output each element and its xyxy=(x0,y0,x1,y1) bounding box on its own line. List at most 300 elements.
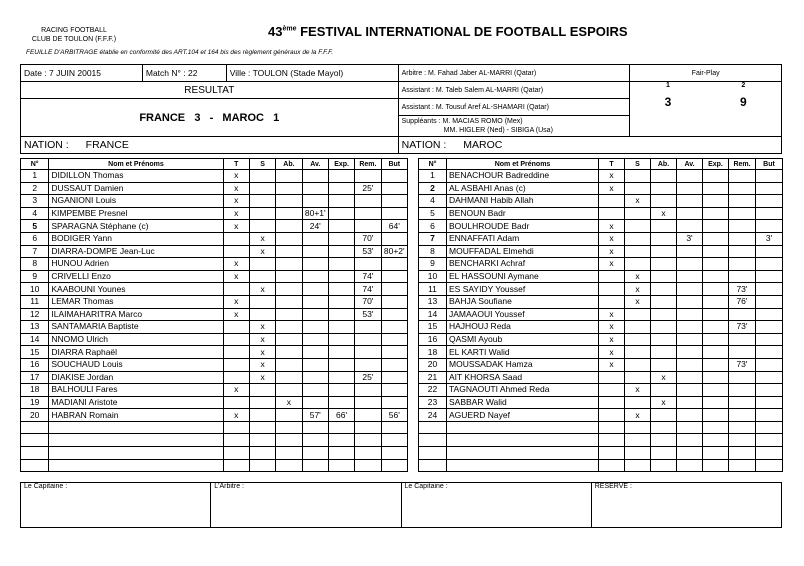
table-row xyxy=(419,321,783,334)
player-number: 19 xyxy=(21,396,49,409)
goal-minute xyxy=(381,333,407,346)
replaced-minute xyxy=(729,371,756,384)
table-row xyxy=(21,333,408,346)
substitute-mark: x xyxy=(249,232,275,245)
starter-mark xyxy=(599,207,625,220)
starter-mark xyxy=(223,245,249,258)
captain-left-signature: Le Capitaine : xyxy=(21,483,211,528)
organizer-block xyxy=(22,26,126,44)
substitute-mark: x xyxy=(625,384,651,397)
player-name xyxy=(447,459,599,472)
absent-mark xyxy=(276,358,302,371)
regulation-note: FEUILLE D'ARBITRAGE établie en conformité des ART.104 et 164 bis des règlement généraux de la F.F.F. xyxy=(26,49,334,56)
goal-minute xyxy=(381,195,407,208)
maroc-players-table xyxy=(418,158,783,472)
player-name: ILAIMAHARITRA Marco xyxy=(49,308,223,321)
substitutes-line-1: Suppléants : M. MACIAS ROMO (Mex) xyxy=(401,118,523,125)
starter-mark xyxy=(599,295,625,308)
player-name: DIARRA Raphaël xyxy=(49,346,223,359)
expulsion-minute xyxy=(328,270,354,283)
expulsion-minute xyxy=(703,409,729,422)
substitute-mark xyxy=(625,245,651,258)
substitute-mark xyxy=(249,308,275,321)
match-city: Ville : TOULON (Stade Mayol) xyxy=(226,65,398,82)
player-name xyxy=(447,421,599,434)
goal-minute xyxy=(381,396,407,409)
replaced-minute xyxy=(729,195,756,208)
goal-minute xyxy=(381,321,407,334)
absent-mark xyxy=(651,258,677,271)
substitute-mark: x xyxy=(249,321,275,334)
starter-mark xyxy=(223,346,249,359)
player-number: 4 xyxy=(21,207,49,220)
player-name: NGANIONI Louis xyxy=(49,195,223,208)
column-header: But xyxy=(381,159,407,170)
goal-minute xyxy=(381,358,407,371)
absent-mark xyxy=(651,245,677,258)
warning-minute xyxy=(677,321,703,334)
table-row xyxy=(419,358,783,371)
absent-mark xyxy=(276,283,302,296)
expulsion-minute xyxy=(328,459,354,472)
absent-mark xyxy=(651,333,677,346)
substitutes-line-2: MM. HIGLER (Ned) - SIBIGA (Usa) xyxy=(443,127,553,134)
starter-mark xyxy=(223,283,249,296)
replaced-minute: 70' xyxy=(355,232,381,245)
substitute-mark xyxy=(249,459,275,472)
substitute-mark xyxy=(625,308,651,321)
substitute-mark xyxy=(625,207,651,220)
absent-mark xyxy=(276,371,302,384)
goal-minute xyxy=(381,207,407,220)
player-name: DIDILLON Thomas xyxy=(49,170,223,183)
goal-minute xyxy=(756,308,783,321)
match-number: Match N° : 22 xyxy=(142,65,226,82)
substitute-mark xyxy=(249,170,275,183)
player-number: 15 xyxy=(419,321,447,334)
replaced-minute xyxy=(355,459,381,472)
warning-minute xyxy=(302,170,328,183)
expulsion-minute xyxy=(703,396,729,409)
replaced-minute xyxy=(729,459,756,472)
expulsion-minute xyxy=(328,195,354,208)
player-name: JAMAAOUI Youssef xyxy=(447,308,599,321)
player-name xyxy=(447,447,599,460)
substitute-mark xyxy=(249,220,275,233)
player-number xyxy=(419,421,447,434)
replaced-minute: 25' xyxy=(355,182,381,195)
expulsion-minute xyxy=(328,421,354,434)
starter-mark xyxy=(223,232,249,245)
starter-mark: x xyxy=(223,295,249,308)
replaced-minute xyxy=(355,434,381,447)
expulsion-minute xyxy=(703,295,729,308)
nation-right xyxy=(398,137,781,154)
table-row xyxy=(419,245,783,258)
warning-minute xyxy=(677,371,703,384)
substitute-mark: x xyxy=(249,371,275,384)
goal-minute xyxy=(756,346,783,359)
goal-minute: 80+2' xyxy=(381,245,407,258)
player-number: 18 xyxy=(419,346,447,359)
starter-mark: x xyxy=(599,258,625,271)
table-row xyxy=(419,220,783,233)
substitute-mark: x xyxy=(249,346,275,359)
goal-minute xyxy=(381,182,407,195)
absent-mark xyxy=(276,182,302,195)
expulsion-minute xyxy=(328,396,354,409)
column-header: Ab. xyxy=(276,159,302,170)
absent-mark: x xyxy=(651,371,677,384)
warning-minute xyxy=(302,232,328,245)
starter-mark: x xyxy=(599,346,625,359)
replaced-minute xyxy=(729,333,756,346)
starter-mark xyxy=(599,283,625,296)
player-name: CRIVELLI Enzo xyxy=(49,270,223,283)
expulsion-minute xyxy=(328,346,354,359)
substitute-mark: x xyxy=(625,283,651,296)
player-name: ENNAFFATI Adam xyxy=(447,232,599,245)
goal-minute xyxy=(381,283,407,296)
player-number: 12 xyxy=(21,308,49,321)
goal-minute xyxy=(756,182,783,195)
absent-mark xyxy=(651,195,677,208)
nation-left-label: NATION : xyxy=(24,139,69,151)
starter-mark: x xyxy=(599,308,625,321)
player-name: QASMI Ayoub xyxy=(447,333,599,346)
starter-mark: x xyxy=(223,308,249,321)
absent-mark xyxy=(651,346,677,359)
table-row xyxy=(21,421,408,434)
substitute-mark xyxy=(625,371,651,384)
player-number: 21 xyxy=(419,371,447,384)
player-number xyxy=(419,434,447,447)
column-header: Av. xyxy=(302,159,328,170)
expulsion-minute xyxy=(703,195,729,208)
fairplay-score-1: 3 xyxy=(664,95,672,109)
replaced-minute xyxy=(355,333,381,346)
goal-minute xyxy=(756,283,783,296)
table-row xyxy=(21,346,408,359)
replaced-minute xyxy=(729,270,756,283)
fairplay-score-2: 9 xyxy=(739,95,747,109)
match-date: Date : 7 JUIN 20015 xyxy=(21,65,143,82)
warning-minute xyxy=(302,283,328,296)
goal-minute xyxy=(381,308,407,321)
absent-mark xyxy=(276,409,302,422)
warning-minute xyxy=(677,270,703,283)
goal-minute: 3' xyxy=(756,232,783,245)
player-name: LEMAR Thomas xyxy=(49,295,223,308)
substitute-mark: x xyxy=(249,245,275,258)
warning-minute xyxy=(677,207,703,220)
fairplay-label: Fair-Play xyxy=(630,65,782,82)
goal-minute xyxy=(756,207,783,220)
expulsion-minute xyxy=(328,384,354,397)
player-name xyxy=(49,459,223,472)
player-number xyxy=(21,421,49,434)
goal-minute xyxy=(756,459,783,472)
substitute-mark xyxy=(625,421,651,434)
player-name: KIMPEMBE Presnel xyxy=(49,207,223,220)
replaced-minute xyxy=(729,346,756,359)
goal-minute xyxy=(756,258,783,271)
table-row xyxy=(21,182,408,195)
absent-mark xyxy=(276,207,302,220)
warning-minute xyxy=(302,270,328,283)
starter-mark: x xyxy=(599,333,625,346)
substitute-mark xyxy=(625,346,651,359)
score-line: FRANCE 3 - MAROC 1 xyxy=(21,99,399,137)
player-name: BODIGER Yann xyxy=(49,232,223,245)
table-row xyxy=(419,396,783,409)
table-row xyxy=(21,308,408,321)
column-header: But xyxy=(756,159,783,170)
player-number: 10 xyxy=(419,270,447,283)
goal-minute xyxy=(756,371,783,384)
expulsion-minute xyxy=(703,384,729,397)
player-name: DIARRA-DOMPE Jean-Luc xyxy=(49,245,223,258)
starter-mark xyxy=(599,384,625,397)
warning-minute xyxy=(677,283,703,296)
starter-mark: x xyxy=(223,182,249,195)
player-number: 6 xyxy=(21,232,49,245)
substitute-mark: x xyxy=(625,409,651,422)
substitute-mark xyxy=(625,333,651,346)
table-row xyxy=(21,283,408,296)
player-number: 20 xyxy=(21,409,49,422)
warning-minute xyxy=(302,384,328,397)
absent-mark xyxy=(276,421,302,434)
replaced-minute xyxy=(355,220,381,233)
starter-mark: x xyxy=(599,321,625,334)
player-number xyxy=(21,434,49,447)
warning-minute xyxy=(302,333,328,346)
absent-mark xyxy=(276,447,302,460)
player-name: SABBAR Walid xyxy=(447,396,599,409)
player-number: 2 xyxy=(21,182,49,195)
warning-minute xyxy=(302,447,328,460)
expulsion-minute xyxy=(328,434,354,447)
absent-mark xyxy=(276,434,302,447)
nation-right-label: NATION : xyxy=(401,139,447,151)
starter-mark xyxy=(599,434,625,447)
player-name: SPARAGNA Stéphane (c) xyxy=(49,220,223,233)
goal-minute xyxy=(381,258,407,271)
goal-minute xyxy=(756,447,783,460)
expulsion-minute xyxy=(328,170,354,183)
goal-minute xyxy=(756,295,783,308)
reserve-box: RESERVE : xyxy=(591,483,781,528)
column-header: Rem. xyxy=(729,159,756,170)
match-info-table xyxy=(20,64,782,154)
nation-left-value: FRANCE xyxy=(85,139,129,151)
absent-mark xyxy=(276,232,302,245)
starter-mark: x xyxy=(599,182,625,195)
substitute-mark xyxy=(625,321,651,334)
table-row xyxy=(419,346,783,359)
warning-minute xyxy=(302,459,328,472)
player-number: 15 xyxy=(21,346,49,359)
expulsion-minute xyxy=(328,245,354,258)
organizer-line-1: RACING FOOTBALL xyxy=(41,27,107,34)
starter-mark: x xyxy=(223,409,249,422)
player-number: 17 xyxy=(21,371,49,384)
table-row xyxy=(419,195,783,208)
substitute-mark xyxy=(249,270,275,283)
absent-mark xyxy=(651,447,677,460)
expulsion-minute xyxy=(328,207,354,220)
expulsion-minute xyxy=(328,182,354,195)
player-name: BOULHROUDE Badr xyxy=(447,220,599,233)
replaced-minute xyxy=(729,220,756,233)
substitute-mark xyxy=(249,409,275,422)
player-name: BALHOULI Fares xyxy=(49,384,223,397)
warning-minute xyxy=(677,295,703,308)
organizer-line-2: CLUB DE TOULON (F.F.F.) xyxy=(31,36,117,43)
table-row xyxy=(21,384,408,397)
player-number: 2 xyxy=(419,182,447,195)
goal-minute xyxy=(381,371,407,384)
absent-mark xyxy=(651,409,677,422)
starter-mark: x xyxy=(223,207,249,220)
player-number: 18 xyxy=(21,384,49,397)
france-players-table xyxy=(20,158,408,472)
goal-minute xyxy=(381,270,407,283)
substitute-mark xyxy=(625,220,651,233)
player-number: 13 xyxy=(419,295,447,308)
player-number: 8 xyxy=(419,245,447,258)
player-name: DAHMANI Habib Allah xyxy=(447,195,599,208)
warning-minute xyxy=(677,447,703,460)
goal-minute xyxy=(381,447,407,460)
substitute-mark xyxy=(625,232,651,245)
expulsion-minute xyxy=(703,371,729,384)
substitute-referees xyxy=(398,116,630,137)
substitute-mark xyxy=(625,459,651,472)
absent-mark xyxy=(276,220,302,233)
substitute-mark: x xyxy=(249,358,275,371)
player-name: ES SAYIDY Youssef xyxy=(447,283,599,296)
player-number: 1 xyxy=(21,170,49,183)
absent-mark xyxy=(276,459,302,472)
expulsion-minute xyxy=(703,333,729,346)
replaced-minute xyxy=(729,232,756,245)
warning-minute xyxy=(677,409,703,422)
starter-mark: x xyxy=(223,270,249,283)
expulsion-minute xyxy=(703,207,729,220)
title-text: FESTIVAL INTERNATIONAL DE FOOTBALL ESPOIRS xyxy=(300,24,628,39)
table-row xyxy=(21,409,408,422)
referee-signature: L'Arbitre : xyxy=(211,483,401,528)
replaced-minute xyxy=(355,170,381,183)
goal-minute xyxy=(756,170,783,183)
warning-minute xyxy=(302,182,328,195)
absent-mark xyxy=(651,421,677,434)
expulsion-minute xyxy=(328,295,354,308)
player-name: HABRAN Romain xyxy=(49,409,223,422)
player-name: TAGNAOUTI Ahmed Reda xyxy=(447,384,599,397)
substitute-mark xyxy=(249,434,275,447)
replaced-minute xyxy=(729,409,756,422)
expulsion-minute xyxy=(328,371,354,384)
absent-mark xyxy=(276,170,302,183)
player-name: NNOMO Ulrich xyxy=(49,333,223,346)
starter-mark xyxy=(599,270,625,283)
replaced-minute: 73' xyxy=(729,358,756,371)
player-number: 20 xyxy=(419,358,447,371)
player-name: BAHJA Soufiane xyxy=(447,295,599,308)
absent-mark xyxy=(651,358,677,371)
substitute-mark xyxy=(249,396,275,409)
expulsion-minute xyxy=(703,258,729,271)
warning-minute xyxy=(302,195,328,208)
warning-minute xyxy=(677,258,703,271)
starter-mark: x xyxy=(223,220,249,233)
fairplay-col-1-header: 1 xyxy=(666,82,670,89)
expulsion-minute xyxy=(703,459,729,472)
starter-mark xyxy=(599,396,625,409)
table-row xyxy=(419,182,783,195)
replaced-minute: 25' xyxy=(355,371,381,384)
replaced-minute: 53' xyxy=(355,308,381,321)
table-row xyxy=(419,207,783,220)
starter-mark xyxy=(223,358,249,371)
starter-mark: x xyxy=(599,170,625,183)
expulsion-minute xyxy=(703,182,729,195)
absent-mark xyxy=(651,182,677,195)
substitute-mark xyxy=(625,434,651,447)
substitute-mark: x xyxy=(625,295,651,308)
starter-mark: x xyxy=(223,170,249,183)
player-name: EL KARTI Walid xyxy=(447,346,599,359)
expulsion-minute xyxy=(703,232,729,245)
player-name: BENCHARKI Achraf xyxy=(447,258,599,271)
goal-minute: 56' xyxy=(381,409,407,422)
warning-minute xyxy=(677,421,703,434)
absent-mark xyxy=(651,384,677,397)
player-number: 22 xyxy=(419,384,447,397)
replaced-minute xyxy=(729,308,756,321)
table-row xyxy=(21,371,408,384)
replaced-minute xyxy=(355,258,381,271)
nation-right-value: MAROC xyxy=(463,139,503,151)
warning-minute: 24' xyxy=(302,220,328,233)
column-header: Exp. xyxy=(328,159,354,170)
starter-mark xyxy=(223,333,249,346)
absent-mark xyxy=(651,220,677,233)
absent-mark xyxy=(651,434,677,447)
goal-minute xyxy=(381,459,407,472)
replaced-minute xyxy=(355,384,381,397)
player-number: 14 xyxy=(419,308,447,321)
player-name xyxy=(49,434,223,447)
fairplay-col-2-header: 2 xyxy=(741,82,746,89)
starter-mark xyxy=(223,396,249,409)
replaced-minute xyxy=(729,258,756,271)
warning-minute xyxy=(302,295,328,308)
replaced-minute xyxy=(729,434,756,447)
table-row xyxy=(21,245,408,258)
substitute-mark xyxy=(249,295,275,308)
replaced-minute: 73' xyxy=(729,321,756,334)
player-number xyxy=(419,459,447,472)
warning-minute xyxy=(302,321,328,334)
replaced-minute xyxy=(729,170,756,183)
replaced-minute xyxy=(355,409,381,422)
goal-minute xyxy=(756,333,783,346)
player-name: HUNOU Adrien xyxy=(49,258,223,271)
